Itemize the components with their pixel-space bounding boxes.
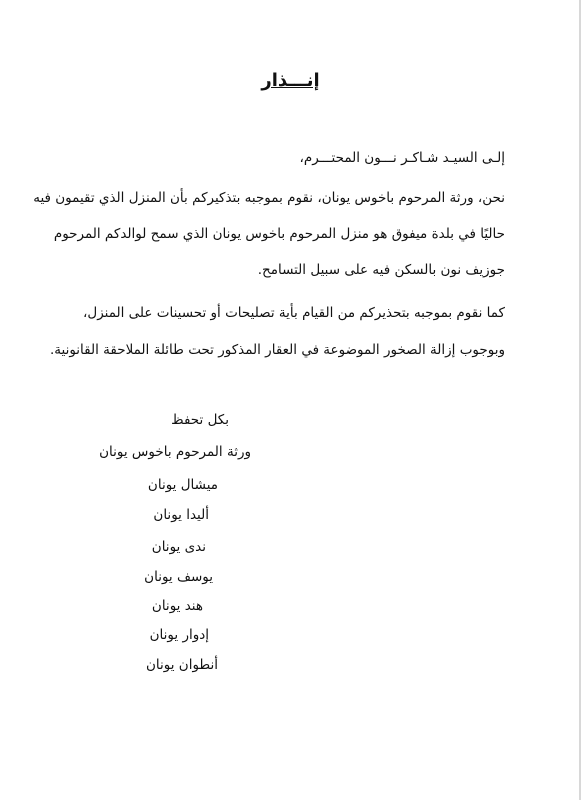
signatory-name: إدوار يونان	[149, 627, 209, 643]
signatory-name: ميشال يونان	[147, 477, 218, 493]
paragraph-1-line-1: نحن، ورثة المرحوم باخوس يونان، نقوم بموجبه بتذكيركم بأن المنزل الذي تقيمون فيه	[33, 190, 505, 206]
signatory-name: هند يونان	[151, 598, 203, 614]
signature-closing: بكل تحفظ	[171, 412, 229, 428]
signatory-name: ندى يونان	[151, 539, 206, 555]
paragraph-1-line-2: حاليًا في بلدة ميفوق هو منزل المرحوم باخوس يونان الذي سمح لوالدكم المرحوم	[53, 226, 505, 242]
signatory-name: يوسف يونان	[144, 569, 213, 585]
signatory-name: أنطوان يونان	[145, 657, 218, 673]
paragraph-2-line-1: كما نقوم بموجبه بتحذيركم من القيام بأية تصليحات أو تحسينات على المنزل،	[83, 305, 505, 321]
document-title: إنـــذار	[261, 70, 320, 91]
paragraph-1-line-3: جوزيف نون بالسكن فيه على سبيل التسامح.	[257, 262, 505, 278]
paragraph-2-line-2: وبوجوب إزالة الصخور الموضوعة في العقار المذكور تحت طائلة الملاحقة القانونية.	[49, 342, 505, 358]
signatory-name: أليدا يونان	[153, 507, 209, 523]
salutation: إلـى السيـد شـاكـر نـــون المحتـــرم،	[299, 150, 505, 166]
signature-heirs: ورثة المرحوم باخوس يونان	[99, 444, 251, 460]
